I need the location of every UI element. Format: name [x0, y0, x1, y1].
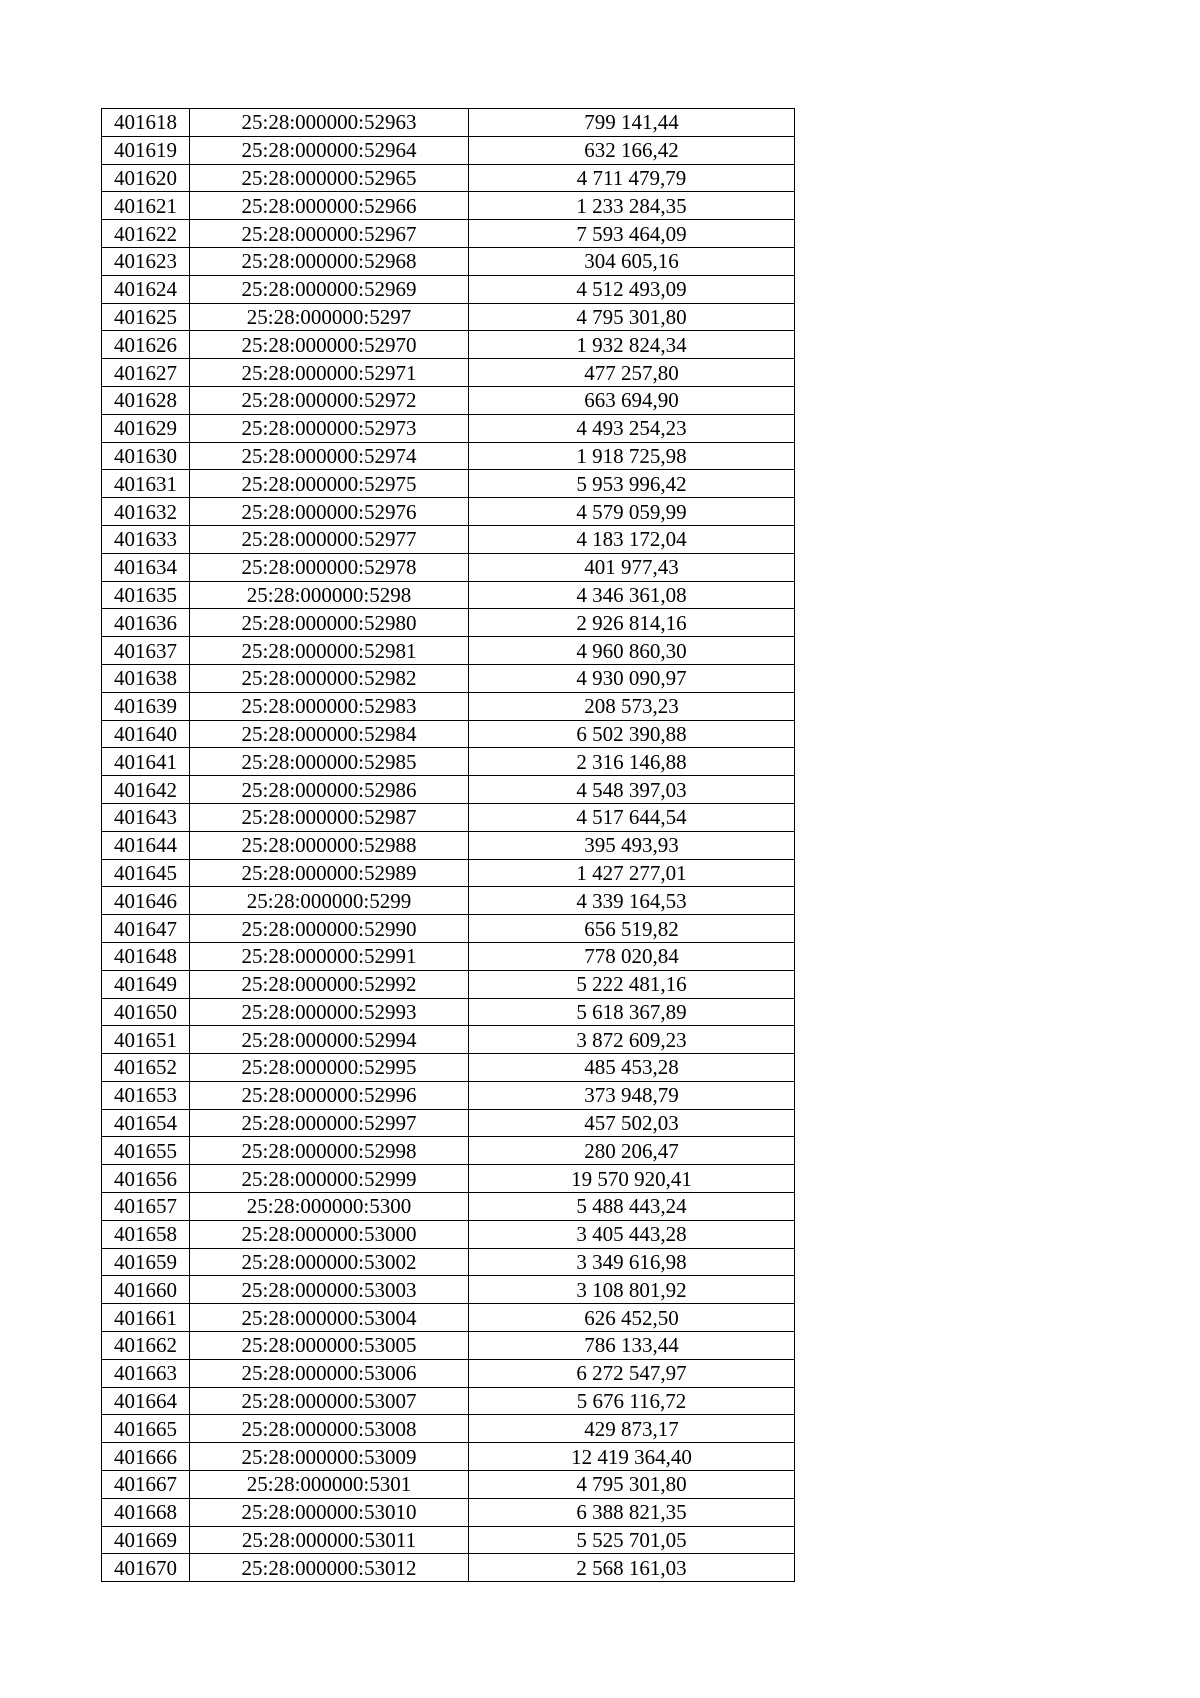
row-number-cell: 401636 [102, 609, 190, 637]
cadastral-value-cell: 5 525 701,05 [469, 1526, 795, 1554]
row-number-cell: 401659 [102, 1248, 190, 1276]
row-number-cell: 401627 [102, 359, 190, 387]
cadastral-number-cell: 25:28:000000:52965 [190, 164, 469, 192]
table-row [102, 664, 795, 692]
cadastral-number-cell: 25:28:000000:53009 [190, 1443, 469, 1471]
cadastral-value-cell: 6 502 390,88 [469, 720, 795, 748]
cadastral-value-cell: 5 676 116,72 [469, 1387, 795, 1415]
cadastral-value-cell: 656 519,82 [469, 915, 795, 943]
cadastral-number-cell: 25:28:000000:52995 [190, 1054, 469, 1082]
table-row [102, 1026, 795, 1054]
row-number-cell: 401634 [102, 553, 190, 581]
cadastral-number-cell: 25:28:000000:53008 [190, 1415, 469, 1443]
table-row [102, 1248, 795, 1276]
row-number-cell: 401632 [102, 498, 190, 526]
cadastral-number-cell: 25:28:000000:5301 [190, 1471, 469, 1499]
table-row [102, 498, 795, 526]
row-number-cell: 401624 [102, 275, 190, 303]
cadastral-value-cell: 626 452,50 [469, 1304, 795, 1332]
row-number-cell: 401630 [102, 442, 190, 470]
table-row [102, 331, 795, 359]
table-row [102, 887, 795, 915]
cadastral-number-cell: 25:28:000000:52992 [190, 970, 469, 998]
table-row [102, 1054, 795, 1082]
row-number-cell: 401633 [102, 525, 190, 553]
row-number-cell: 401653 [102, 1081, 190, 1109]
row-number-cell: 401631 [102, 470, 190, 498]
cadastral-number-cell: 25:28:000000:52968 [190, 247, 469, 275]
cadastral-number-cell: 25:28:000000:53003 [190, 1276, 469, 1304]
table-row [102, 1304, 795, 1332]
row-number-cell: 401635 [102, 581, 190, 609]
cadastral-number-cell: 25:28:000000:53006 [190, 1359, 469, 1387]
cadastral-number-cell: 25:28:000000:52981 [190, 637, 469, 665]
cadastral-value-cell: 1 233 284,35 [469, 192, 795, 220]
row-number-cell: 401657 [102, 1193, 190, 1221]
table-row [102, 470, 795, 498]
cadastral-number-cell: 25:28:000000:52994 [190, 1026, 469, 1054]
row-number-cell: 401652 [102, 1054, 190, 1082]
cadastral-number-cell: 25:28:000000:52964 [190, 136, 469, 164]
cadastral-value-cell: 5 222 481,16 [469, 970, 795, 998]
cadastral-number-cell: 25:28:000000:52985 [190, 748, 469, 776]
table-row [102, 247, 795, 275]
row-number-cell: 401665 [102, 1415, 190, 1443]
cadastral-value-cell: 4 512 493,09 [469, 275, 795, 303]
table-row [102, 831, 795, 859]
table-row [102, 609, 795, 637]
table-row [102, 748, 795, 776]
row-number-cell: 401648 [102, 942, 190, 970]
row-number-cell: 401618 [102, 109, 190, 137]
cadastral-value-cell: 4 711 479,79 [469, 164, 795, 192]
table-row [102, 136, 795, 164]
cadastral-value-cell: 778 020,84 [469, 942, 795, 970]
cadastral-number-cell: 25:28:000000:53012 [190, 1554, 469, 1582]
cadastral-number-cell: 25:28:000000:52982 [190, 664, 469, 692]
cadastral-number-cell: 25:28:000000:52987 [190, 803, 469, 831]
cadastral-number-cell: 25:28:000000:52999 [190, 1165, 469, 1193]
row-number-cell: 401651 [102, 1026, 190, 1054]
row-number-cell: 401641 [102, 748, 190, 776]
table-row [102, 998, 795, 1026]
cadastral-number-cell: 25:28:000000:52988 [190, 831, 469, 859]
table-row [102, 109, 795, 137]
table-row [102, 1387, 795, 1415]
row-number-cell: 401649 [102, 970, 190, 998]
row-number-cell: 401662 [102, 1332, 190, 1360]
cadastral-number-cell: 25:28:000000:52977 [190, 525, 469, 553]
table-row [102, 525, 795, 553]
cadastral-value-cell: 1 918 725,98 [469, 442, 795, 470]
cadastral-number-cell: 25:28:000000:53000 [190, 1220, 469, 1248]
cadastral-number-cell: 25:28:000000:52983 [190, 692, 469, 720]
row-number-cell: 401670 [102, 1554, 190, 1582]
row-number-cell: 401661 [102, 1304, 190, 1332]
cadastral-number-cell: 25:28:000000:52973 [190, 414, 469, 442]
cadastral-number-cell: 25:28:000000:52986 [190, 776, 469, 804]
table-row [102, 1498, 795, 1526]
cadastral-number-cell: 25:28:000000:53004 [190, 1304, 469, 1332]
cadastral-number-cell: 25:28:000000:52993 [190, 998, 469, 1026]
cadastral-number-cell: 25:28:000000:53011 [190, 1526, 469, 1554]
row-number-cell: 401640 [102, 720, 190, 748]
row-number-cell: 401655 [102, 1137, 190, 1165]
cadastral-value-cell: 1 427 277,01 [469, 859, 795, 887]
row-number-cell: 401620 [102, 164, 190, 192]
row-number-cell: 401644 [102, 831, 190, 859]
table-row [102, 970, 795, 998]
row-number-cell: 401622 [102, 220, 190, 248]
row-number-cell: 401642 [102, 776, 190, 804]
table-row [102, 637, 795, 665]
cadastral-value-cell: 6 272 547,97 [469, 1359, 795, 1387]
table-row [102, 1276, 795, 1304]
cadastral-value-cell: 19 570 920,41 [469, 1165, 795, 1193]
table-row [102, 803, 795, 831]
row-number-cell: 401637 [102, 637, 190, 665]
cadastral-value-cell: 395 493,93 [469, 831, 795, 859]
cadastral-value-cell: 799 141,44 [469, 109, 795, 137]
cadastral-value-cell: 3 405 443,28 [469, 1220, 795, 1248]
table-row [102, 1415, 795, 1443]
cadastral-value-cell: 632 166,42 [469, 136, 795, 164]
cadastral-value-cell: 280 206,47 [469, 1137, 795, 1165]
row-number-cell: 401626 [102, 331, 190, 359]
cadastral-value-cell: 4 493 254,23 [469, 414, 795, 442]
table-row [102, 1526, 795, 1554]
cadastral-number-cell: 25:28:000000:52970 [190, 331, 469, 359]
cadastral-number-cell: 25:28:000000:5300 [190, 1193, 469, 1221]
cadastral-number-cell: 25:28:000000:5298 [190, 581, 469, 609]
cadastral-value-cell: 4 183 172,04 [469, 525, 795, 553]
table-row [102, 859, 795, 887]
table-row [102, 1109, 795, 1137]
cadastral-number-cell: 25:28:000000:5297 [190, 303, 469, 331]
table-row [102, 359, 795, 387]
row-number-cell: 401638 [102, 664, 190, 692]
cadastral-value-cell: 429 873,17 [469, 1415, 795, 1443]
table-row [102, 1165, 795, 1193]
cadastral-value-cell: 663 694,90 [469, 386, 795, 414]
cadastral-value-cell: 12 419 364,40 [469, 1443, 795, 1471]
cadastral-number-cell: 25:28:000000:5299 [190, 887, 469, 915]
cadastral-value-cell: 4 795 301,80 [469, 303, 795, 331]
table-row [102, 1137, 795, 1165]
cadastral-value-cell: 4 346 361,08 [469, 581, 795, 609]
row-number-cell: 401621 [102, 192, 190, 220]
table-row [102, 1359, 795, 1387]
cadastral-value-table [101, 108, 795, 1582]
table-row [102, 386, 795, 414]
cadastral-number-cell: 25:28:000000:52972 [190, 386, 469, 414]
row-number-cell: 401645 [102, 859, 190, 887]
cadastral-number-cell: 25:28:000000:52966 [190, 192, 469, 220]
row-number-cell: 401647 [102, 915, 190, 943]
table-row [102, 1471, 795, 1499]
table-row [102, 1081, 795, 1109]
row-number-cell: 401628 [102, 386, 190, 414]
cadastral-value-cell: 477 257,80 [469, 359, 795, 387]
cadastral-number-cell: 25:28:000000:52984 [190, 720, 469, 748]
cadastral-value-cell: 5 618 367,89 [469, 998, 795, 1026]
table-row [102, 581, 795, 609]
row-number-cell: 401669 [102, 1526, 190, 1554]
cadastral-value-cell: 7 593 464,09 [469, 220, 795, 248]
cadastral-value-cell: 208 573,23 [469, 692, 795, 720]
cadastral-number-cell: 25:28:000000:52967 [190, 220, 469, 248]
cadastral-number-cell: 25:28:000000:52990 [190, 915, 469, 943]
table-row [102, 1220, 795, 1248]
cadastral-value-cell: 4 579 059,99 [469, 498, 795, 526]
table-row [102, 164, 795, 192]
cadastral-value-cell: 304 605,16 [469, 247, 795, 275]
table-row [102, 1332, 795, 1360]
cadastral-number-cell: 25:28:000000:52974 [190, 442, 469, 470]
row-number-cell: 401619 [102, 136, 190, 164]
cadastral-value-cell: 4 548 397,03 [469, 776, 795, 804]
table-row [102, 553, 795, 581]
cadastral-value-cell: 1 932 824,34 [469, 331, 795, 359]
row-number-cell: 401668 [102, 1498, 190, 1526]
cadastral-number-cell: 25:28:000000:52975 [190, 470, 469, 498]
row-number-cell: 401667 [102, 1471, 190, 1499]
cadastral-value-cell: 4 795 301,80 [469, 1471, 795, 1499]
cadastral-number-cell: 25:28:000000:52980 [190, 609, 469, 637]
cadastral-value-cell: 786 133,44 [469, 1332, 795, 1360]
cadastral-value-cell: 5 953 996,42 [469, 470, 795, 498]
table-row [102, 942, 795, 970]
row-number-cell: 401629 [102, 414, 190, 442]
table-row [102, 1443, 795, 1471]
table-row [102, 915, 795, 943]
cadastral-value-cell: 5 488 443,24 [469, 1193, 795, 1221]
cadastral-value-cell: 3 108 801,92 [469, 1276, 795, 1304]
cadastral-number-cell: 25:28:000000:52963 [190, 109, 469, 137]
row-number-cell: 401639 [102, 692, 190, 720]
cadastral-value-cell: 401 977,43 [469, 553, 795, 581]
row-number-cell: 401666 [102, 1443, 190, 1471]
cadastral-value-cell: 4 517 644,54 [469, 803, 795, 831]
row-number-cell: 401656 [102, 1165, 190, 1193]
cadastral-number-cell: 25:28:000000:52978 [190, 553, 469, 581]
row-number-cell: 401646 [102, 887, 190, 915]
table-row [102, 442, 795, 470]
cadastral-number-cell: 25:28:000000:52969 [190, 275, 469, 303]
cadastral-value-cell: 485 453,28 [469, 1054, 795, 1082]
cadastral-value-cell: 4 930 090,97 [469, 664, 795, 692]
cadastral-value-cell: 6 388 821,35 [469, 1498, 795, 1526]
row-number-cell: 401660 [102, 1276, 190, 1304]
table-row [102, 192, 795, 220]
cadastral-number-cell: 25:28:000000:53007 [190, 1387, 469, 1415]
cadastral-value-cell: 373 948,79 [469, 1081, 795, 1109]
cadastral-number-cell: 25:28:000000:52997 [190, 1109, 469, 1137]
cadastral-number-cell: 25:28:000000:53010 [190, 1498, 469, 1526]
row-number-cell: 401623 [102, 247, 190, 275]
table-row [102, 776, 795, 804]
row-number-cell: 401643 [102, 803, 190, 831]
cadastral-value-cell: 3 349 616,98 [469, 1248, 795, 1276]
cadastral-value-cell: 4 960 860,30 [469, 637, 795, 665]
cadastral-value-cell: 2 568 161,03 [469, 1554, 795, 1582]
cadastral-value-cell: 2 316 146,88 [469, 748, 795, 776]
cadastral-number-cell: 25:28:000000:52971 [190, 359, 469, 387]
cadastral-number-cell: 25:28:000000:52996 [190, 1081, 469, 1109]
table-row [102, 220, 795, 248]
table-row [102, 720, 795, 748]
row-number-cell: 401654 [102, 1109, 190, 1137]
cadastral-number-cell: 25:28:000000:52989 [190, 859, 469, 887]
table-row [102, 692, 795, 720]
row-number-cell: 401664 [102, 1387, 190, 1415]
cadastral-number-cell: 25:28:000000:53005 [190, 1332, 469, 1360]
row-number-cell: 401625 [102, 303, 190, 331]
row-number-cell: 401658 [102, 1220, 190, 1248]
cadastral-value-cell: 2 926 814,16 [469, 609, 795, 637]
cadastral-value-cell: 4 339 164,53 [469, 887, 795, 915]
cadastral-value-cell: 3 872 609,23 [469, 1026, 795, 1054]
cadastral-number-cell: 25:28:000000:52991 [190, 942, 469, 970]
cadastral-number-cell: 25:28:000000:52998 [190, 1137, 469, 1165]
cadastral-number-cell: 25:28:000000:52976 [190, 498, 469, 526]
table-row [102, 1554, 795, 1582]
table-row [102, 1193, 795, 1221]
row-number-cell: 401663 [102, 1359, 190, 1387]
table-row [102, 303, 795, 331]
table-body [102, 109, 795, 1582]
table-row [102, 414, 795, 442]
table-row [102, 275, 795, 303]
cadastral-value-cell: 457 502,03 [469, 1109, 795, 1137]
row-number-cell: 401650 [102, 998, 190, 1026]
cadastral-number-cell: 25:28:000000:53002 [190, 1248, 469, 1276]
